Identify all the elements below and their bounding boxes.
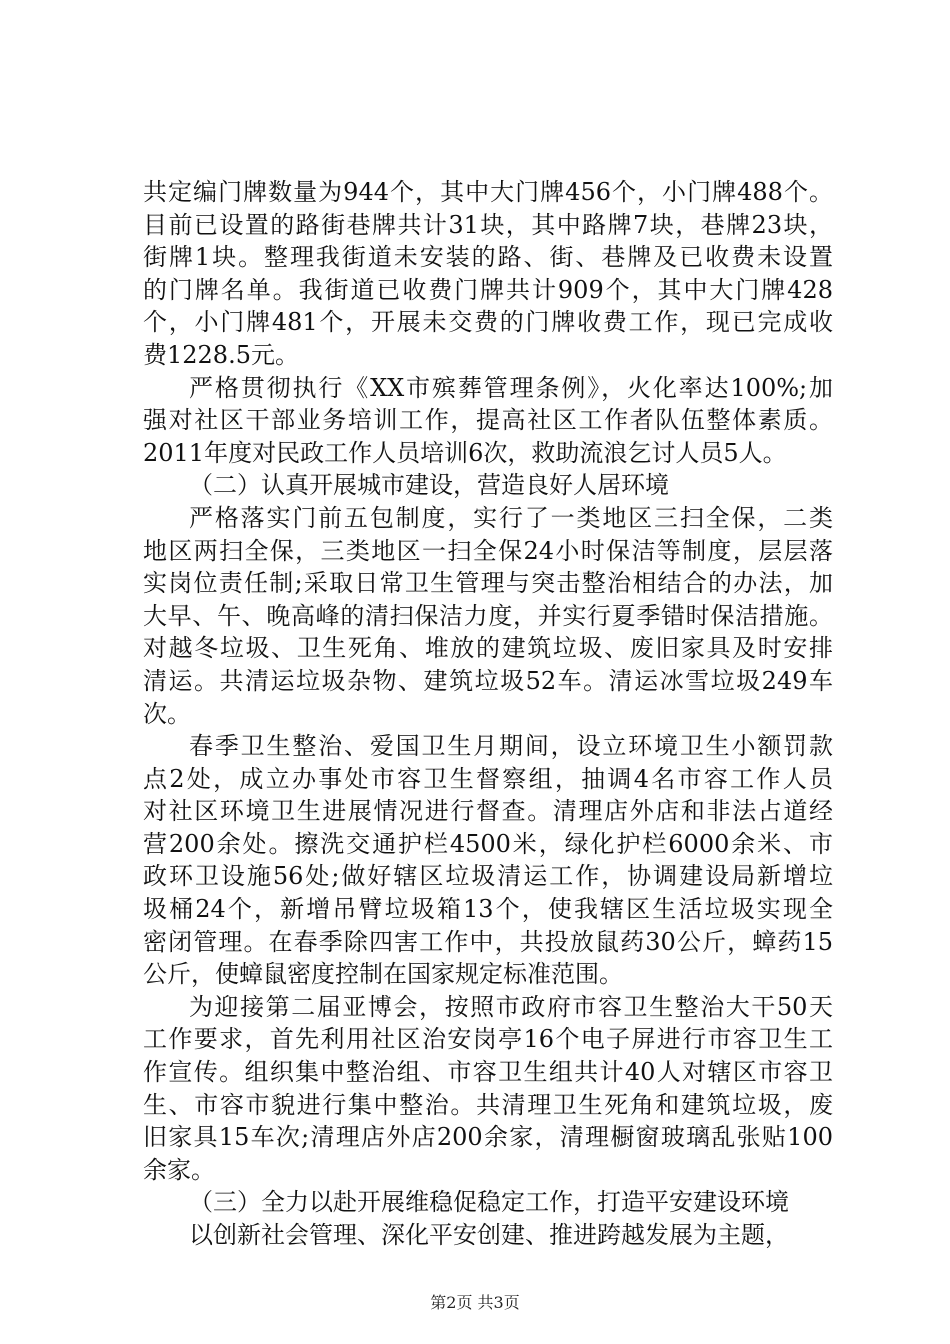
text-line: 大早、午、晚高峰的清扫保洁力度，并实行夏季错时保洁措施。 (143, 601, 833, 630)
text-line: 地区两扫全保，三类地区一扫全保24小时保洁等制度，层层落 (143, 536, 833, 565)
text-line: 点2处，成立办事处市容卫生督察组，抽调4名市容工作人员 (143, 764, 833, 793)
text-line: 实岗位责任制;采取日常卫生管理与突击整治相结合的办法，加 (143, 569, 833, 598)
text-line: 个，小门牌481个，开展未交费的门牌收费工作，现已完成收 (143, 308, 833, 337)
text-line: 目前已设置的路街巷牌共计31块，其中路牌7块，巷牌23块， (143, 210, 833, 239)
text-line: 作宣传。组织集中整治组、市容卫生组共计40人对辖区市容卫 (143, 1058, 833, 1087)
paragraph-first-line: 严格落实门前五包制度，实行了一类地区三扫全保，二类 (189, 503, 833, 532)
text-line: 圾桶24个，新增吊臂垃圾箱13个，使我辖区生活垃圾实现全 (143, 895, 833, 924)
body-text (143, 176, 833, 1252)
text-line: 工作要求，首先利用社区治安岗亭16个电子屏进行市容卫生工 (143, 1025, 833, 1054)
paragraph-first-line: 严格贯彻执行《XX市殡葬管理条例》，火化率达100%;加 (189, 373, 833, 402)
text-line: 旧家具15车次;清理店外店200余家，清理橱窗玻璃乱张贴100 (143, 1123, 833, 1152)
text-line: 密闭管理。在春季除四害工作中，共投放鼠药30公斤，蟑药15 (143, 927, 833, 956)
section-heading: （三）全力以赴开展维稳促稳定工作，打造平安建设环境 (189, 1188, 789, 1217)
paragraph-first-line: 为迎接第二届亚博会，按照市政府市容卫生整治大干50天 (189, 992, 833, 1021)
text-line: 的门牌名单。我街道已收费门牌共计909个，其中大门牌428 (143, 275, 833, 304)
text-line: 政环卫设施56处;做好辖区垃圾清运工作，协调建设局新增垃 (143, 862, 833, 891)
text-line: 清运。共清运垃圾杂物、建筑垃圾52车。清运冰雪垃圾249车 (143, 666, 833, 695)
text-line: 2011年度对民政工作人员培训6次，救助流浪乞讨人员5人。 (143, 438, 787, 467)
text-line: 对越冬垃圾、卫生死角、堆放的建筑垃圾、废旧家具及时安排 (143, 634, 833, 663)
text-line: 次。 (143, 699, 191, 728)
text-line: 生、市容市貌进行集中整治。共清理卫生死角和建筑垃圾，废 (143, 1090, 833, 1119)
text-line: 强对社区干部业务培训工作，提高社区工作者队伍整体素质。 (143, 406, 833, 435)
paragraph-first-line: 春季卫生整治、爱国卫生月期间，设立环境卫生小额罚款 (189, 732, 833, 761)
text-line: 共定编门牌数量为944个，其中大门牌456个，小门牌488个。 (143, 178, 833, 206)
paragraph-first-line: 以创新社会管理、深化平安创建、推进跨越发展为主题， (189, 1221, 789, 1249)
text-line: 余家。 (143, 1155, 215, 1184)
text-line: 营200余处。擦洗交通护栏4500米，绿化护栏6000余米、市 (143, 829, 833, 858)
text-line: 公斤，使蟑鼠密度控制在国家规定标准范围。 (143, 960, 623, 989)
section-heading: （二）认真开展城市建设，营造良好人居环境 (189, 471, 669, 500)
page-footer (0, 1293, 950, 1313)
text-line: 对社区环境卫生进展情况进行督查。清理店外店和非法占道经 (143, 797, 833, 826)
text-line: 街牌1块。整理我街道未安装的路、街、巷牌及已收费未设置 (143, 243, 833, 272)
page-number-label: 第2页 共3页 (430, 1293, 520, 1312)
text-line: 费1228.5元。 (143, 340, 299, 369)
